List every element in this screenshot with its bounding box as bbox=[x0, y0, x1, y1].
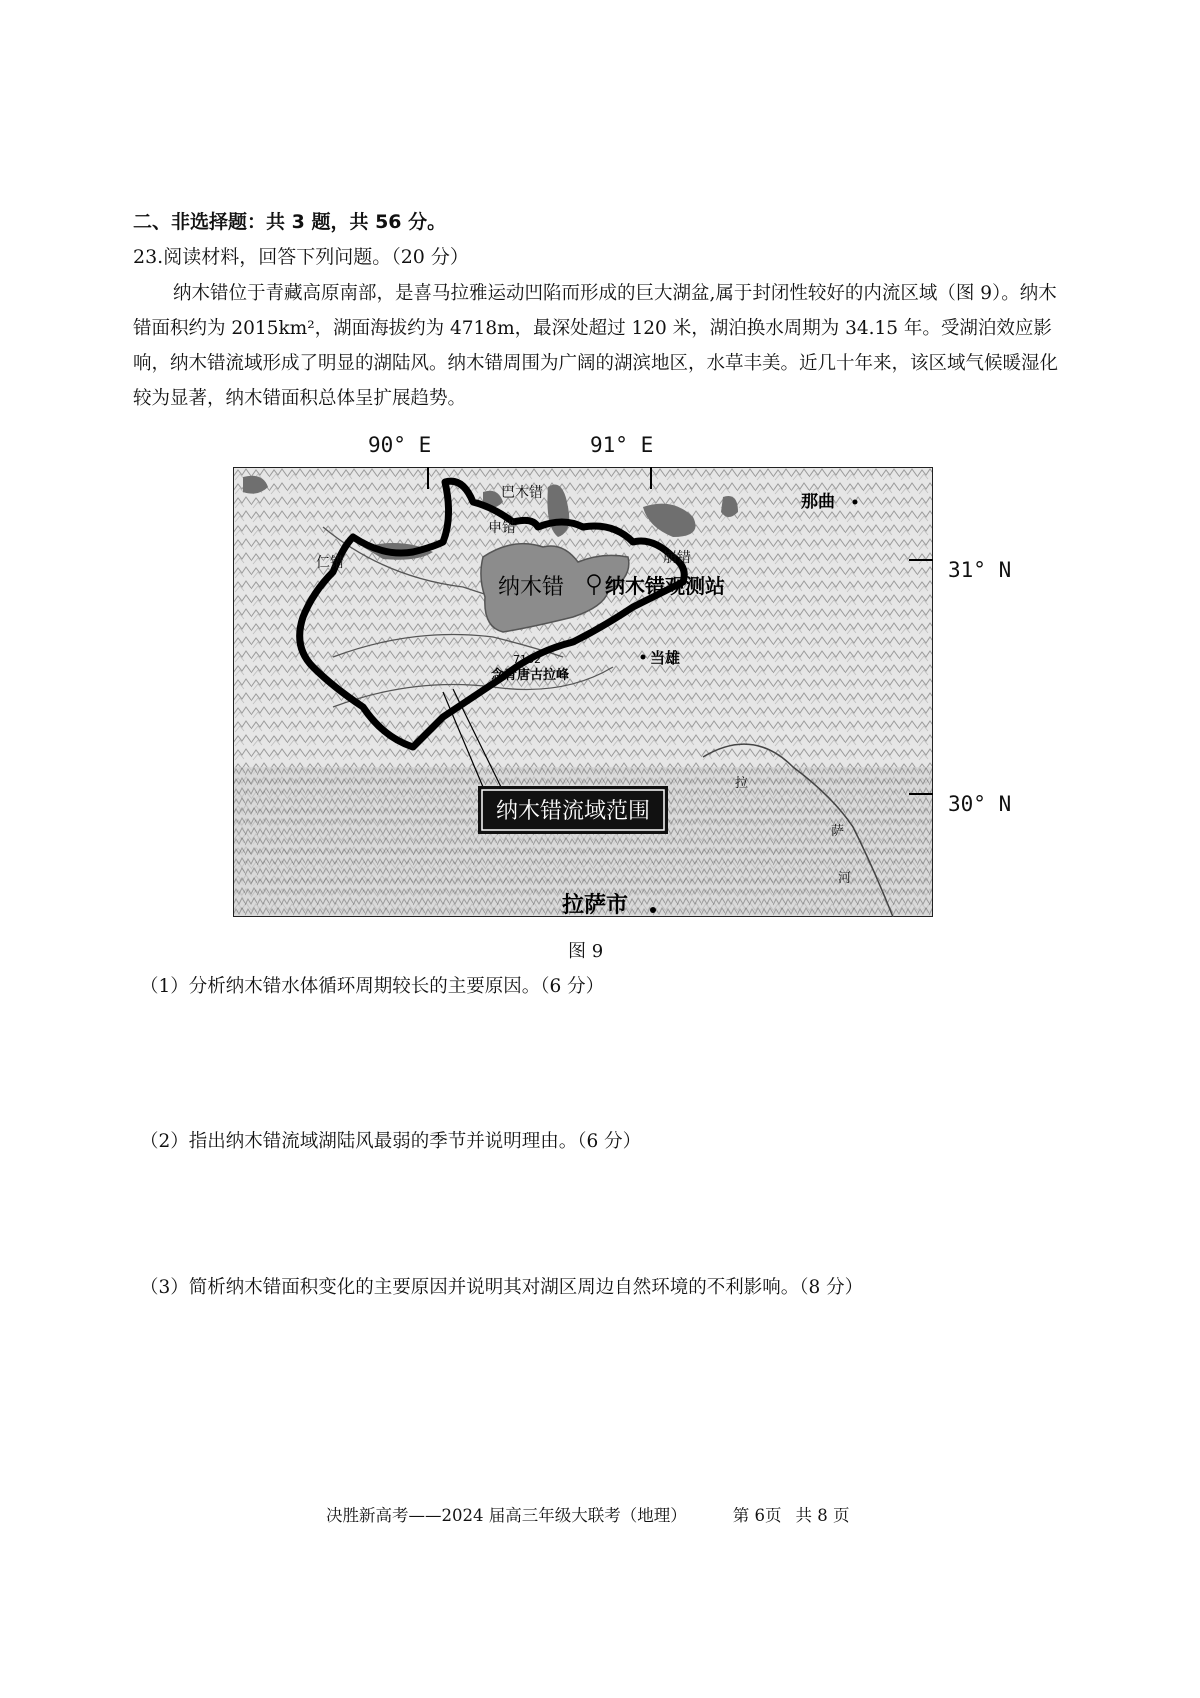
namtso-map bbox=[233, 467, 933, 917]
sub-question-1: （1）分析纳木错水体循环周期较长的主要原因。（6 分） bbox=[140, 976, 605, 997]
footer-total-pages: 共 8 页 bbox=[795, 1506, 850, 1525]
longitude-91-label: 91° E bbox=[590, 433, 654, 457]
page-footer bbox=[326, 1502, 896, 1526]
longitude-90-label: 90° E bbox=[368, 433, 432, 457]
sub-question-2: （2）指出纳木错流域湖陆风最弱的季节并说明理由。（6 分） bbox=[140, 1131, 642, 1152]
map-label-peak-height: 7162 bbox=[513, 653, 541, 666]
map-label-station: 纳木错观测站 bbox=[605, 574, 725, 598]
map-label-bamucuo: 巴木错 bbox=[501, 485, 543, 501]
map-label-namtso: 纳木错 bbox=[498, 575, 565, 600]
map-label-river-3: 河 bbox=[838, 871, 852, 886]
question-header: 23.阅读材料，回答下列问题。（20 分） bbox=[133, 246, 469, 268]
map-label-dangxiong: 当雄 bbox=[650, 649, 681, 667]
map-label-shencuo: 申错 bbox=[488, 520, 516, 536]
map-label-peak-name: 念青唐古拉峰 bbox=[491, 668, 570, 683]
lhasa-dot bbox=[650, 907, 656, 913]
dangxiong-dot bbox=[641, 655, 646, 660]
naqu-dot bbox=[853, 500, 858, 505]
footer-page-number: 第 6页 bbox=[732, 1506, 782, 1525]
material-text: 纳木错位于青藏高原南部，是喜马拉雅运动凹陷而形成的巨大湖盆,属于封闭性较好的内流区域（图 9）。纳木错面积约为 2015km²，湖面海拔约为 4718m，最深处超过 120 米，湖泊换水周期为 34.15 年。受湖泊效应影响，纳木错流域形成了明显的湖陆风。纳木错周围为广阔的湖滨地区，水草丰美。近几十年来，该区域气候暖湿化较为显著，纳木错面积总体呈扩展趋势。 bbox=[133, 283, 1059, 409]
map-label-rencuo: 仁错 bbox=[316, 555, 344, 571]
map-label-naqu: 那曲 bbox=[801, 492, 835, 512]
latitude-30-label: 30° N bbox=[948, 792, 1012, 816]
sub-question-3: （3）简析纳木错面积变化的主要原因并说明其对湖区周边自然环境的不利影响。（8 分） bbox=[140, 1277, 864, 1298]
map-label-bengcuo: 崩错 bbox=[663, 550, 691, 566]
map-label-basin: 纳木错流域范围 bbox=[495, 799, 651, 824]
footer-exam-title: 决胜新高考——2024 届高三年级大联考（地理） bbox=[326, 1506, 687, 1525]
material-paragraph bbox=[133, 276, 1068, 416]
map-label-river-1: 拉 bbox=[735, 776, 749, 791]
section-title: 二、非选择题：共 3 题，共 56 分。 bbox=[133, 211, 447, 233]
latitude-31-label: 31° N bbox=[948, 558, 1012, 582]
map-label-river-2: 萨 bbox=[831, 824, 845, 839]
figure-caption: 图 9 bbox=[568, 941, 604, 962]
map-label-lhasa: 拉萨市 bbox=[562, 893, 629, 917]
